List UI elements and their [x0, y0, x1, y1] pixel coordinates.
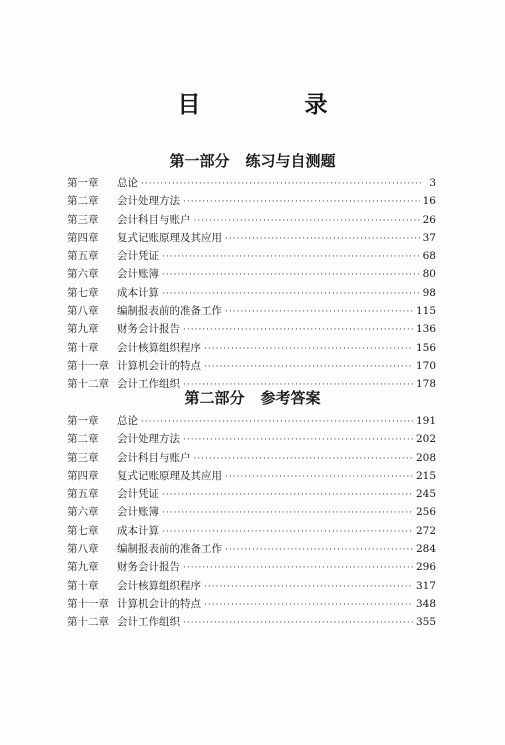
toc-entry[interactable]	[67, 211, 436, 229]
chapter-number: 第四章	[67, 231, 99, 244]
dot-leader	[204, 340, 413, 358]
chapter-number: 第三章	[67, 213, 99, 226]
chapter-number: 第六章	[67, 506, 99, 519]
part-2-heading	[0, 387, 505, 408]
chapter-number: 第二章	[67, 195, 99, 208]
toc-entry[interactable]	[67, 558, 436, 576]
part-2-label: 第二部分	[184, 389, 245, 407]
dot-leader	[162, 285, 420, 303]
page-number: 115	[415, 305, 436, 318]
chapter-title: 会计核算组织程序	[117, 579, 201, 592]
toc-entry[interactable]	[67, 595, 436, 613]
toc-entry[interactable]	[67, 522, 436, 540]
dot-leader	[162, 523, 413, 541]
dot-leader	[194, 450, 413, 468]
toc-entry[interactable]	[67, 613, 436, 631]
chapter-number: 第十一章	[67, 359, 109, 372]
page-number: 202	[415, 433, 436, 446]
chapter-number: 第十章	[67, 341, 99, 354]
chapter-number: 第九章	[67, 561, 99, 574]
toc-entry[interactable]	[67, 265, 436, 283]
chapter-title: 会计科目与账户	[117, 213, 191, 226]
chapter-title: 会计账簿	[117, 268, 159, 281]
page-number: 317	[415, 579, 436, 592]
part-1-heading	[0, 150, 505, 171]
dot-leader	[162, 486, 413, 504]
page-number: 245	[415, 488, 436, 501]
dot-leader	[162, 504, 413, 522]
dot-leader	[183, 431, 413, 449]
toc-entry[interactable]	[67, 467, 436, 485]
part-2-name: 参考答案	[260, 389, 321, 407]
part-1-name: 练习与自测题	[245, 152, 336, 170]
page-number: 98	[422, 286, 436, 299]
dot-leader	[183, 193, 420, 211]
toc-entry[interactable]	[67, 229, 436, 247]
chapter-title: 会计科目与账户	[117, 451, 191, 464]
toc-entry[interactable]	[67, 284, 436, 302]
page-number: 170	[415, 359, 436, 372]
chapter-title: 编制报表前的准备工作	[117, 305, 222, 318]
toc-entry[interactable]	[67, 174, 436, 192]
toc-entry[interactable]	[67, 357, 436, 375]
part-1-toc-list	[67, 174, 436, 394]
part-1-label: 第一部分	[169, 152, 230, 170]
dot-leader	[183, 559, 413, 577]
chapter-number: 第八章	[67, 543, 99, 556]
page-number: 3	[429, 177, 436, 189]
toc-entry[interactable]	[67, 320, 436, 338]
page-number: 178	[415, 378, 436, 391]
chapter-number: 第七章	[67, 286, 99, 299]
page-number: 37	[422, 231, 436, 244]
chapter-title: 总论	[117, 415, 138, 427]
chapter-title: 计算机会计的特点	[117, 597, 201, 610]
toc-entry[interactable]	[67, 503, 436, 521]
chapter-number: 第十一章	[67, 597, 109, 610]
dot-leader	[141, 413, 413, 431]
dot-leader	[204, 358, 413, 376]
part-2-toc-list	[67, 412, 436, 632]
toc-entry[interactable]	[67, 247, 436, 265]
dot-leader	[183, 614, 413, 632]
dot-leader	[162, 266, 420, 284]
page-number: 208	[415, 451, 436, 464]
page-number: 68	[422, 250, 436, 263]
dot-leader	[204, 578, 413, 596]
chapter-title: 会计处理方法	[117, 433, 180, 446]
chapter-title: 成本计算	[117, 524, 159, 537]
page-number: 355	[415, 616, 436, 629]
chapter-number: 第十二章	[67, 378, 109, 391]
toc-entry[interactable]	[67, 412, 436, 430]
toc-entry[interactable]	[67, 339, 436, 357]
page-number: 215	[415, 469, 436, 482]
chapter-number: 第五章	[67, 250, 99, 263]
chapter-title: 会计工作组织	[117, 378, 180, 391]
dot-leader	[225, 303, 413, 321]
chapter-number: 第八章	[67, 305, 99, 318]
page-number: 272	[415, 524, 436, 537]
chapter-number: 第四章	[67, 469, 99, 482]
chapter-title: 编制报表前的准备工作	[117, 543, 222, 556]
chapter-title: 计算机会计的特点	[117, 359, 201, 372]
chapter-number: 第七章	[67, 524, 99, 537]
chapter-number: 第五章	[67, 488, 99, 501]
dot-leader	[141, 175, 423, 193]
chapter-title: 会计工作组织	[117, 616, 180, 629]
dot-leader	[194, 212, 420, 230]
toc-entry[interactable]	[67, 485, 436, 503]
chapter-title: 会计凭证	[117, 488, 159, 501]
chapter-number: 第六章	[67, 268, 99, 281]
dot-leader	[225, 541, 413, 559]
dot-leader	[225, 230, 420, 248]
dot-leader	[204, 596, 413, 614]
dot-leader	[225, 468, 413, 486]
chapter-title: 会计核算组织程序	[117, 341, 201, 354]
chapter-title: 会计处理方法	[117, 195, 180, 208]
page-title: 目 录	[177, 92, 376, 118]
page-number: 156	[415, 341, 436, 354]
chapter-title: 会计账簿	[117, 506, 159, 519]
toc-entry[interactable]	[67, 192, 436, 210]
chapter-title: 会计凭证	[117, 250, 159, 263]
chapter-number: 第一章	[67, 177, 99, 189]
toc-entry[interactable]	[67, 302, 436, 320]
toc-entry[interactable]	[67, 430, 436, 448]
page-number: 296	[415, 561, 436, 574]
toc-entry[interactable]	[67, 540, 436, 558]
chapter-title: 成本计算	[117, 286, 159, 299]
chapter-title: 财务会计报告	[117, 323, 180, 336]
chapter-title: 总论	[117, 177, 138, 189]
chapter-title: 复式记账原理及其应用	[117, 469, 222, 482]
dot-leader	[183, 321, 413, 339]
page-number: 284	[415, 543, 436, 556]
toc-entry[interactable]	[67, 577, 436, 595]
page-number: 80	[422, 268, 436, 281]
chapter-number: 第三章	[67, 451, 99, 464]
page-number: 256	[415, 506, 436, 519]
chapter-number: 第十二章	[67, 616, 109, 629]
chapter-number: 第二章	[67, 433, 99, 446]
page-number: 16	[422, 195, 436, 208]
chapter-number: 第十章	[67, 579, 99, 592]
page-number: 348	[415, 597, 436, 610]
chapter-title: 财务会计报告	[117, 561, 180, 574]
chapter-number: 第九章	[67, 323, 99, 336]
chapter-number: 第一章	[67, 415, 99, 427]
chapter-title: 复式记账原理及其应用	[117, 231, 222, 244]
page-number: 26	[422, 213, 436, 226]
page-number: 191	[415, 415, 436, 427]
dot-leader	[162, 248, 420, 266]
page-number: 136	[415, 323, 436, 336]
toc-entry[interactable]	[67, 449, 436, 467]
